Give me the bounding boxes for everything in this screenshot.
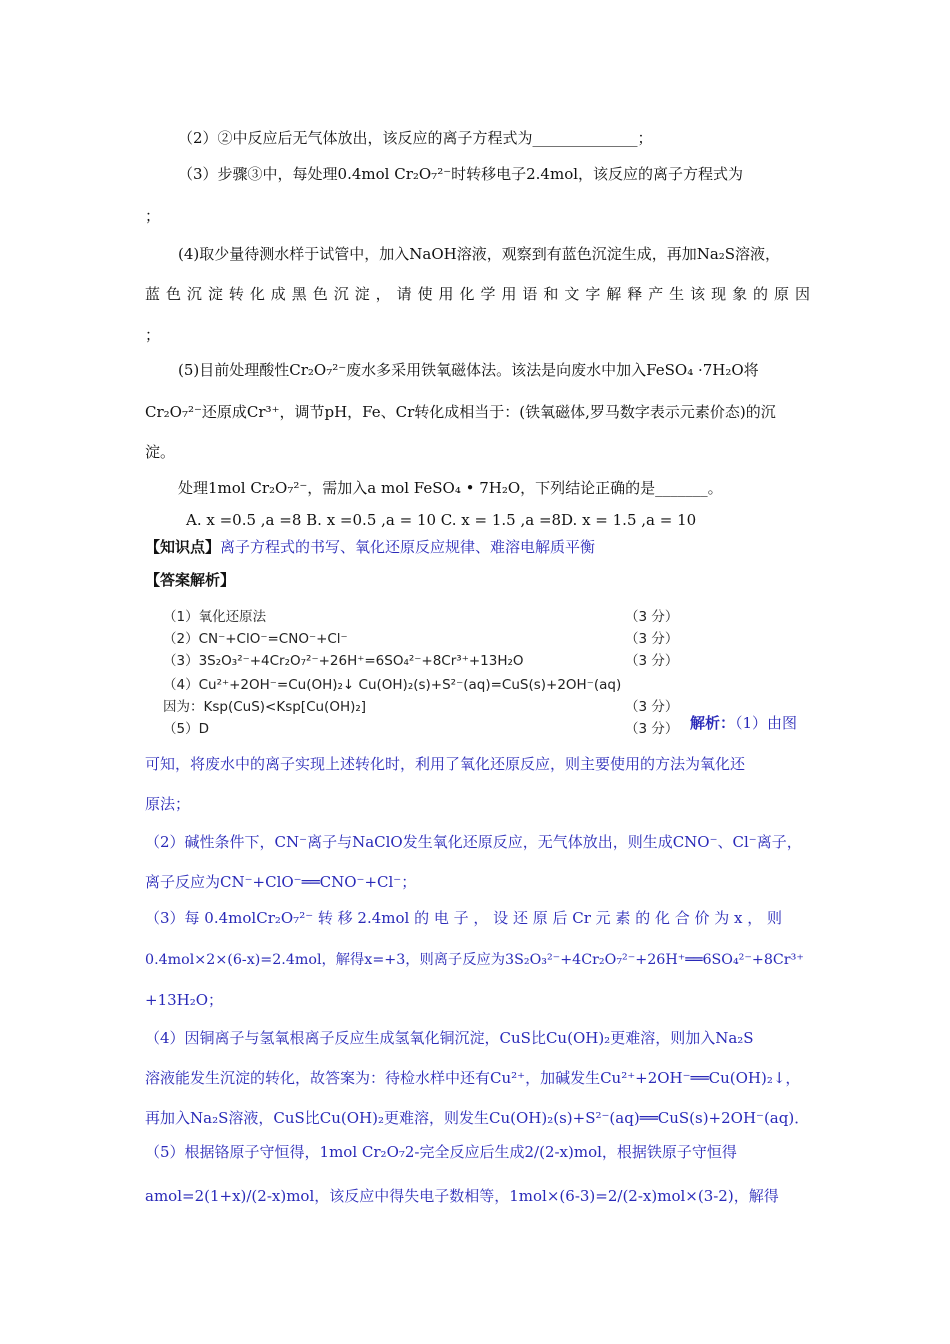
analysis-3-line2: 0.4mol×2×(6-x)=2.4mol，解得x=+3，则离子反应为3S₂O₃²⁻+4Cr₂O₇²⁻+26H⁺══6SO₄²⁻+8Cr³⁺ (145, 952, 804, 968)
answer-row: （1）氧化还原法 （3 分） (163, 609, 679, 625)
analysis-4-line1: （4）因铜离子与氢氧根离子反应生成氢氧化铜沉淀，CuS比Cu(OH)₂更难溶，则加入Na₂S (145, 1029, 754, 1047)
answer-label: 【答案解析】 (145, 571, 236, 589)
question-2: （2）②中反应后无气体放出，该反应的离子方程式为______________； (178, 129, 653, 147)
question-5-line3: 淀。 (145, 443, 176, 461)
analysis-2-line2: 离子反应为CN⁻+ClO⁻══CNO⁻+Cl⁻； (145, 873, 417, 891)
knowledge-text: 离子方程式的书写、氧化还原反应规律、难溶电解质平衡 (220, 538, 596, 556)
analysis-start: 解析：（1）由图 (690, 714, 798, 732)
answer-options: A. x =0.5 ,a =8 B. x =0.5 ,a = 10 C. x = 1.5 ,a =8D. x = 1.5 ,a = 10 (186, 511, 697, 529)
analysis-4-line2: 溶液能发生沉淀的转化，故答案为：待检水样中还有Cu²⁺，加碱发生Cu²⁺+2OH⁻══Cu(OH)₂↓， (145, 1069, 801, 1087)
analysis-3-line1: （3）每 0.4molCr₂O₇²⁻ 转 移 2.4mol 的 电 子 ， 设 还 原 后 Cr 元 素 的 化 合 价 为 x ， 则 (145, 909, 783, 927)
question-4-line1: (4)取少量待测水样于试管中，加入NaOH溶液，观察到有蓝色沉淀生成，再加Na₂S溶液， (178, 245, 781, 263)
analysis-label: 解析： (690, 714, 736, 732)
question-3-line1: （3）步骤③中，每处理0.4mol Cr₂O₇²⁻时转移电子2.4mol，该反应的离子方程式为 (178, 165, 744, 183)
answer-row: （5）D （3 分） (163, 721, 679, 737)
analysis-3-line3: +13H₂O； (145, 991, 224, 1009)
knowledge-label: 【知识点】 (145, 538, 221, 556)
answer-row: （2）CN⁻+ClO⁻=CNO⁻+Cl⁻ （3 分） (163, 631, 679, 647)
question-5-line4: 处理1mol Cr₂O₇²⁻，需加入a mol FeSO₄ • 7H₂O，下列结论正确的是_______。 (178, 479, 723, 497)
question-5-line1: (5)目前处理酸性Cr₂O₇²⁻废水多采用铁氧磁体法。该法是向废水中加入FeSO₄ ·7H₂O将 (178, 361, 759, 379)
analysis-1-line2: 可知，将废水中的离子实现上述转化时，利用了氧化还原反应，则主要使用的方法为氧化还 (145, 755, 746, 773)
knowledge-point (145, 537, 810, 557)
question-4-line2: 蓝色沉淀转化成黑色沉淀，请使用化学用语和文字解释产生该现象的原因 (145, 285, 810, 303)
question-4-line3: ； (145, 326, 161, 344)
analysis-1-line3: 原法； (145, 795, 191, 813)
answer-box (163, 602, 683, 742)
answer-row: （3）3S₂O₃²⁻+4Cr₂O₇²⁻+26H⁺=6SO₄²⁻+8Cr³⁺+13H₂O （3 分） (163, 653, 679, 669)
analysis-4-line3: 再加入Na₂S溶液，CuS比Cu(OH)₂更难溶，则发生Cu(OH)₂(s)+S²⁻(aq)══CuS(s)+2OH⁻(aq)． (145, 1109, 810, 1127)
answer-row: 因为：Ksp(CuS)<Ksp[Cu(OH)₂] （3 分） (163, 699, 679, 715)
question-3-line2: ； (145, 207, 161, 225)
analysis-5-line2: amol=2(1+x)/(2-x)mol，该反应中得失电子数相等，1mol×(6-3)=2/(2-x)mol×(3-2)，解得 (145, 1187, 779, 1205)
question-5-line2: Cr₂O₇²⁻还原成Cr³⁺，调节pH，Fe、Cr转化成相当于：(铁氧磁体,罗马数字表示元素价态)的沉 (145, 403, 776, 421)
answer-row: （4）Cu²⁺+2OH⁻=Cu(OH)₂↓ Cu(OH)₂(s)+S²⁻(aq)=CuS(s)+2OH⁻(aq) (163, 677, 622, 693)
analysis-5-line1: （5）根据铬原子守恒得，1mol Cr₂O₇2-完全反应后生成2/(2-x)mol，根据铁原子守恒得 (145, 1143, 737, 1161)
analysis-2-line1: （2）碱性条件下，CN⁻离子与NaClO发生氧化还原反应，无气体放出，则生成CNO⁻、Cl⁻离子， (145, 833, 802, 851)
